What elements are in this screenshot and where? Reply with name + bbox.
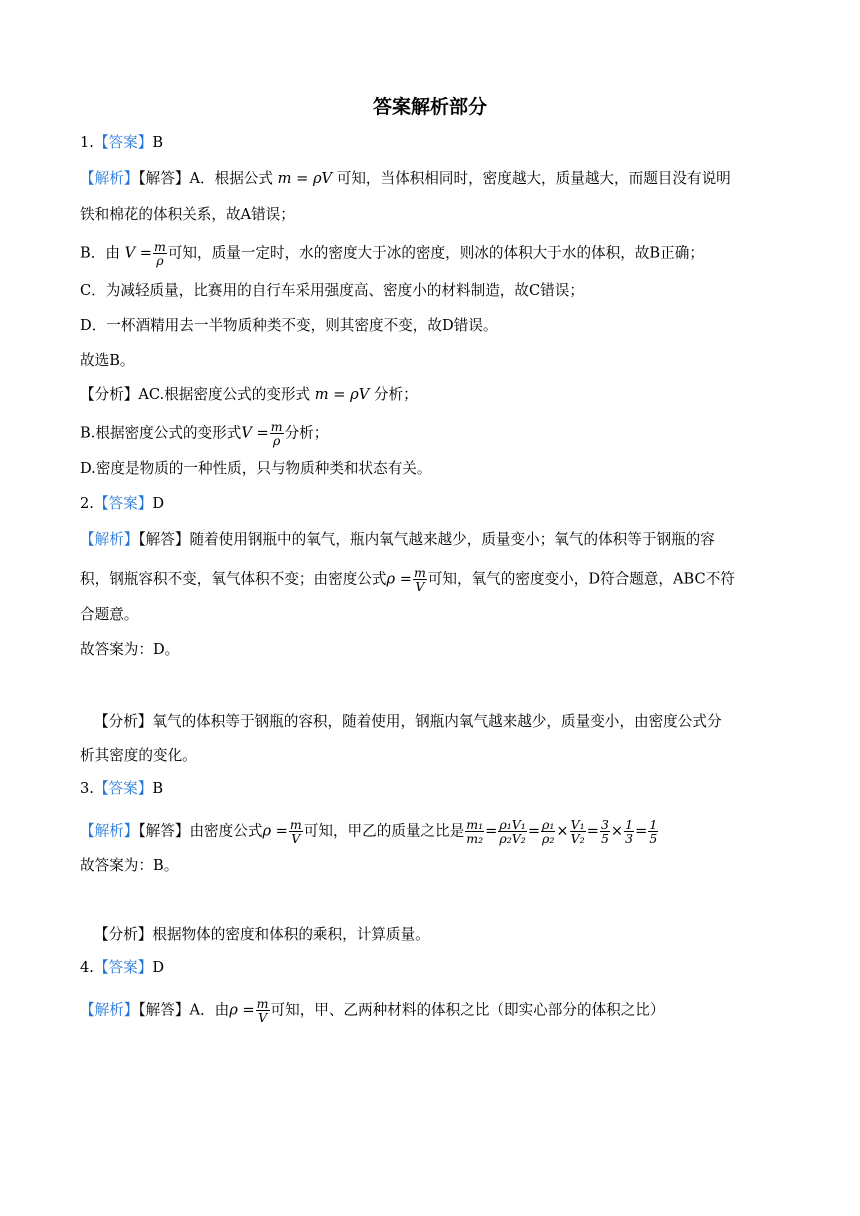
q4-fraction [256, 997, 270, 1024]
q3-f7-numerator: 1 [625, 817, 634, 832]
q1-analysis2-numerator: m [270, 419, 283, 434]
q2-l2-lhs: ρ = [386, 570, 412, 588]
q2-final-line: 故答案为：D。 [80, 641, 180, 658]
q4-denominator: V [258, 1010, 268, 1025]
q1-solution-line-1 [80, 169, 731, 189]
q3-fraction-3 [498, 818, 526, 845]
q3-f2-denominator: m₂ [466, 831, 484, 846]
q3-f6-numerator: 3 [600, 817, 609, 832]
q1-answer-tag: 【答案】 [93, 134, 153, 151]
q2-explain-tag: 【解析】 [80, 531, 139, 548]
q3-f5-denominator: V₂ [570, 831, 585, 846]
q2-answer: D [152, 495, 165, 512]
q1-analysis2-suffix: 分析； [284, 424, 329, 442]
q1-b-numerator: m [153, 239, 166, 254]
q1-b-text: 可知，质量一定时，水的密度大于冰的密度，则冰的体积大于水的体积，故B正确； [167, 244, 704, 262]
q2-l2-prefix: 积，钢瓶容积不变，氧气体积不变；由密度公式 [80, 570, 387, 588]
q1-analysis-prefix: 【分析】AC.根据密度公式的变形式 [80, 386, 311, 403]
q2-l2-suffix: 可知，氧气的密度变小，D符合题意，ABC不符 [427, 570, 735, 588]
q3-f3-denominator: ρ₂V₂ [499, 831, 526, 846]
q4-prefix: 【解答】A．由 [138, 1001, 230, 1019]
q2-analysis-line-2: 析其密度的变化。 [80, 747, 197, 764]
q1-explain-tag: 【解析】 [80, 170, 139, 187]
q1-analysis2-fraction [270, 420, 284, 447]
q1-analysis-line-1 [80, 385, 418, 405]
q1-option-d-line: D．一杯酒精用去一半物质种类不变，则其密度不变，故D错误。 [80, 317, 498, 334]
q3-answer-line [80, 779, 163, 799]
q2-answer-tag: 【答案】 [93, 495, 153, 512]
q3-f7-denominator: 3 [625, 831, 634, 846]
q1-analysis2-lhs: V = [241, 424, 269, 442]
q3-final-line: 故答案为：B。 [80, 857, 179, 874]
q3-f1-denominator: V [291, 831, 301, 846]
q4-explain-tag: 【解析】 [80, 1001, 139, 1019]
q2-l2-denominator: V [415, 579, 425, 594]
q3-f4-denominator: ρ₂ [542, 831, 555, 846]
q3-answer-tag: 【答案】 [93, 780, 153, 797]
q1-b-prefix: B．由 [80, 244, 120, 262]
q4-answer-line [80, 958, 164, 978]
q1-b-denominator: ρ [156, 253, 164, 268]
q1-b-lhs: V = [124, 244, 152, 262]
q4-numerator: m [256, 996, 269, 1011]
q1-analysis-suffix: 分析； [373, 386, 418, 403]
q3-f2-numerator: m₁ [466, 817, 484, 832]
page-title: 答案解析部分 [372, 96, 487, 118]
q3-f5-numerator: V₁ [570, 817, 585, 832]
q2-number: 2. [80, 495, 94, 512]
q1-b-fraction [153, 240, 167, 267]
q2-answer-line [80, 494, 164, 514]
q3-analysis-line: 【分析】根据物体的密度和体积的乘积，计算质量。 [94, 926, 430, 943]
q3-f4-numerator: ρ₁ [542, 817, 555, 832]
q1-answer: B [152, 134, 164, 151]
q3-prefix: 【解答】由密度公式 [138, 822, 263, 840]
q3-f3-numerator: ρ₁V₁ [499, 817, 526, 832]
q1-analysis-line-2 [80, 420, 328, 447]
q4-lhs: ρ = [229, 1001, 255, 1019]
q1-option-b-line [80, 240, 704, 267]
q2-solution-line-3: 合题意。 [80, 606, 139, 623]
q4-suffix: 可知，甲、乙两种材料的体积之比（即实心部分的体积之比） [270, 1001, 665, 1019]
q4-solution-line [80, 997, 665, 1024]
q3-mid-text: 可知，甲乙的质量之比是 [303, 822, 465, 840]
q3-f6-denominator: 5 [600, 831, 609, 846]
q3-number: 3. [80, 780, 94, 797]
q2-solution-line-1 [80, 530, 715, 550]
q3-f8-denominator: 5 [649, 831, 658, 846]
q2-l2-numerator: m [413, 565, 426, 580]
q1-choose-line: 故选B。 [80, 352, 135, 369]
q3-fraction-8 [648, 818, 658, 845]
q1-option-c-line: C．为减轻质量，比赛用的自行车采用强度高、密度小的材料制造，故C错误； [80, 282, 584, 299]
q1-analysis2-denominator: ρ [272, 433, 281, 448]
q4-answer-tag: 【答案】 [93, 959, 153, 976]
q2-l2-fraction [413, 566, 427, 593]
q3-fraction-6 [600, 818, 610, 845]
q3-fraction-5 [570, 818, 586, 845]
q1-analysis-line-3: D.密度是物质的一种性质，只与物质种类和状态有关。 [80, 460, 432, 477]
q4-answer: D [152, 959, 165, 976]
q1-a-formula: m = ρV [277, 170, 333, 187]
q2-analysis-line-1: 【分析】氧气的体积等于钢瓶的容积，随着使用，钢瓶内氧气越来越少，质量变小，由密度公式分 [94, 713, 722, 730]
q3-fraction-1 [289, 818, 303, 845]
q3-f8-numerator: 1 [649, 817, 658, 832]
q3-fraction-4 [541, 818, 555, 845]
q2-solution-line-2 [80, 566, 735, 593]
q3-solution-line: 【解析】【解答】由密度公式ρ = $\frac{m}{V}$ 可知，甲乙的质量之比是 $\frac{\text{m₁}}{\text{m₂}}$ = $\frac{\text{ρ₁V₁}}{\text{ρ₂V₂}}$ = $\frac{\text{ρ₁}}{\text{ρ₂}}$ × $\frac{\text{V₁}}{\text{V₂}}$ = $\frac{3}{5}$ × $\frac{1}{3}$ = $\frac{1}{5}$ [80, 817, 658, 846]
q1-a-text: 可知，当体积相同时，密度越大，质量越大，而题目没有说明 [336, 170, 731, 187]
q3-fraction-2 [465, 818, 484, 845]
q1-analysis-formula: m = ρV [314, 386, 370, 403]
q3-answer: B [152, 780, 164, 797]
q3-fraction-7 [624, 818, 634, 845]
q1-number: 1. [80, 134, 94, 151]
q3-f1-numerator: m [289, 817, 302, 832]
q4-number: 4. [80, 959, 94, 976]
q1-solution-line-2: 铁和棉花的体积关系，故A错误； [80, 206, 295, 223]
q2-solution-text-1: 【解答】随着使用钢瓶中的氧气，瓶内氧气越来越少，质量变小；氧气的体积等于钢瓶的容 [138, 531, 715, 548]
q1-a-prefix: 【解答】A．根据公式 [138, 170, 273, 187]
q3-explain-tag: 【解析】 [80, 822, 139, 840]
q1-analysis2-prefix: B.根据密度公式的变形式 [80, 424, 242, 442]
q3-lhs: ρ = [262, 822, 288, 840]
q1-answer-line [80, 133, 163, 153]
